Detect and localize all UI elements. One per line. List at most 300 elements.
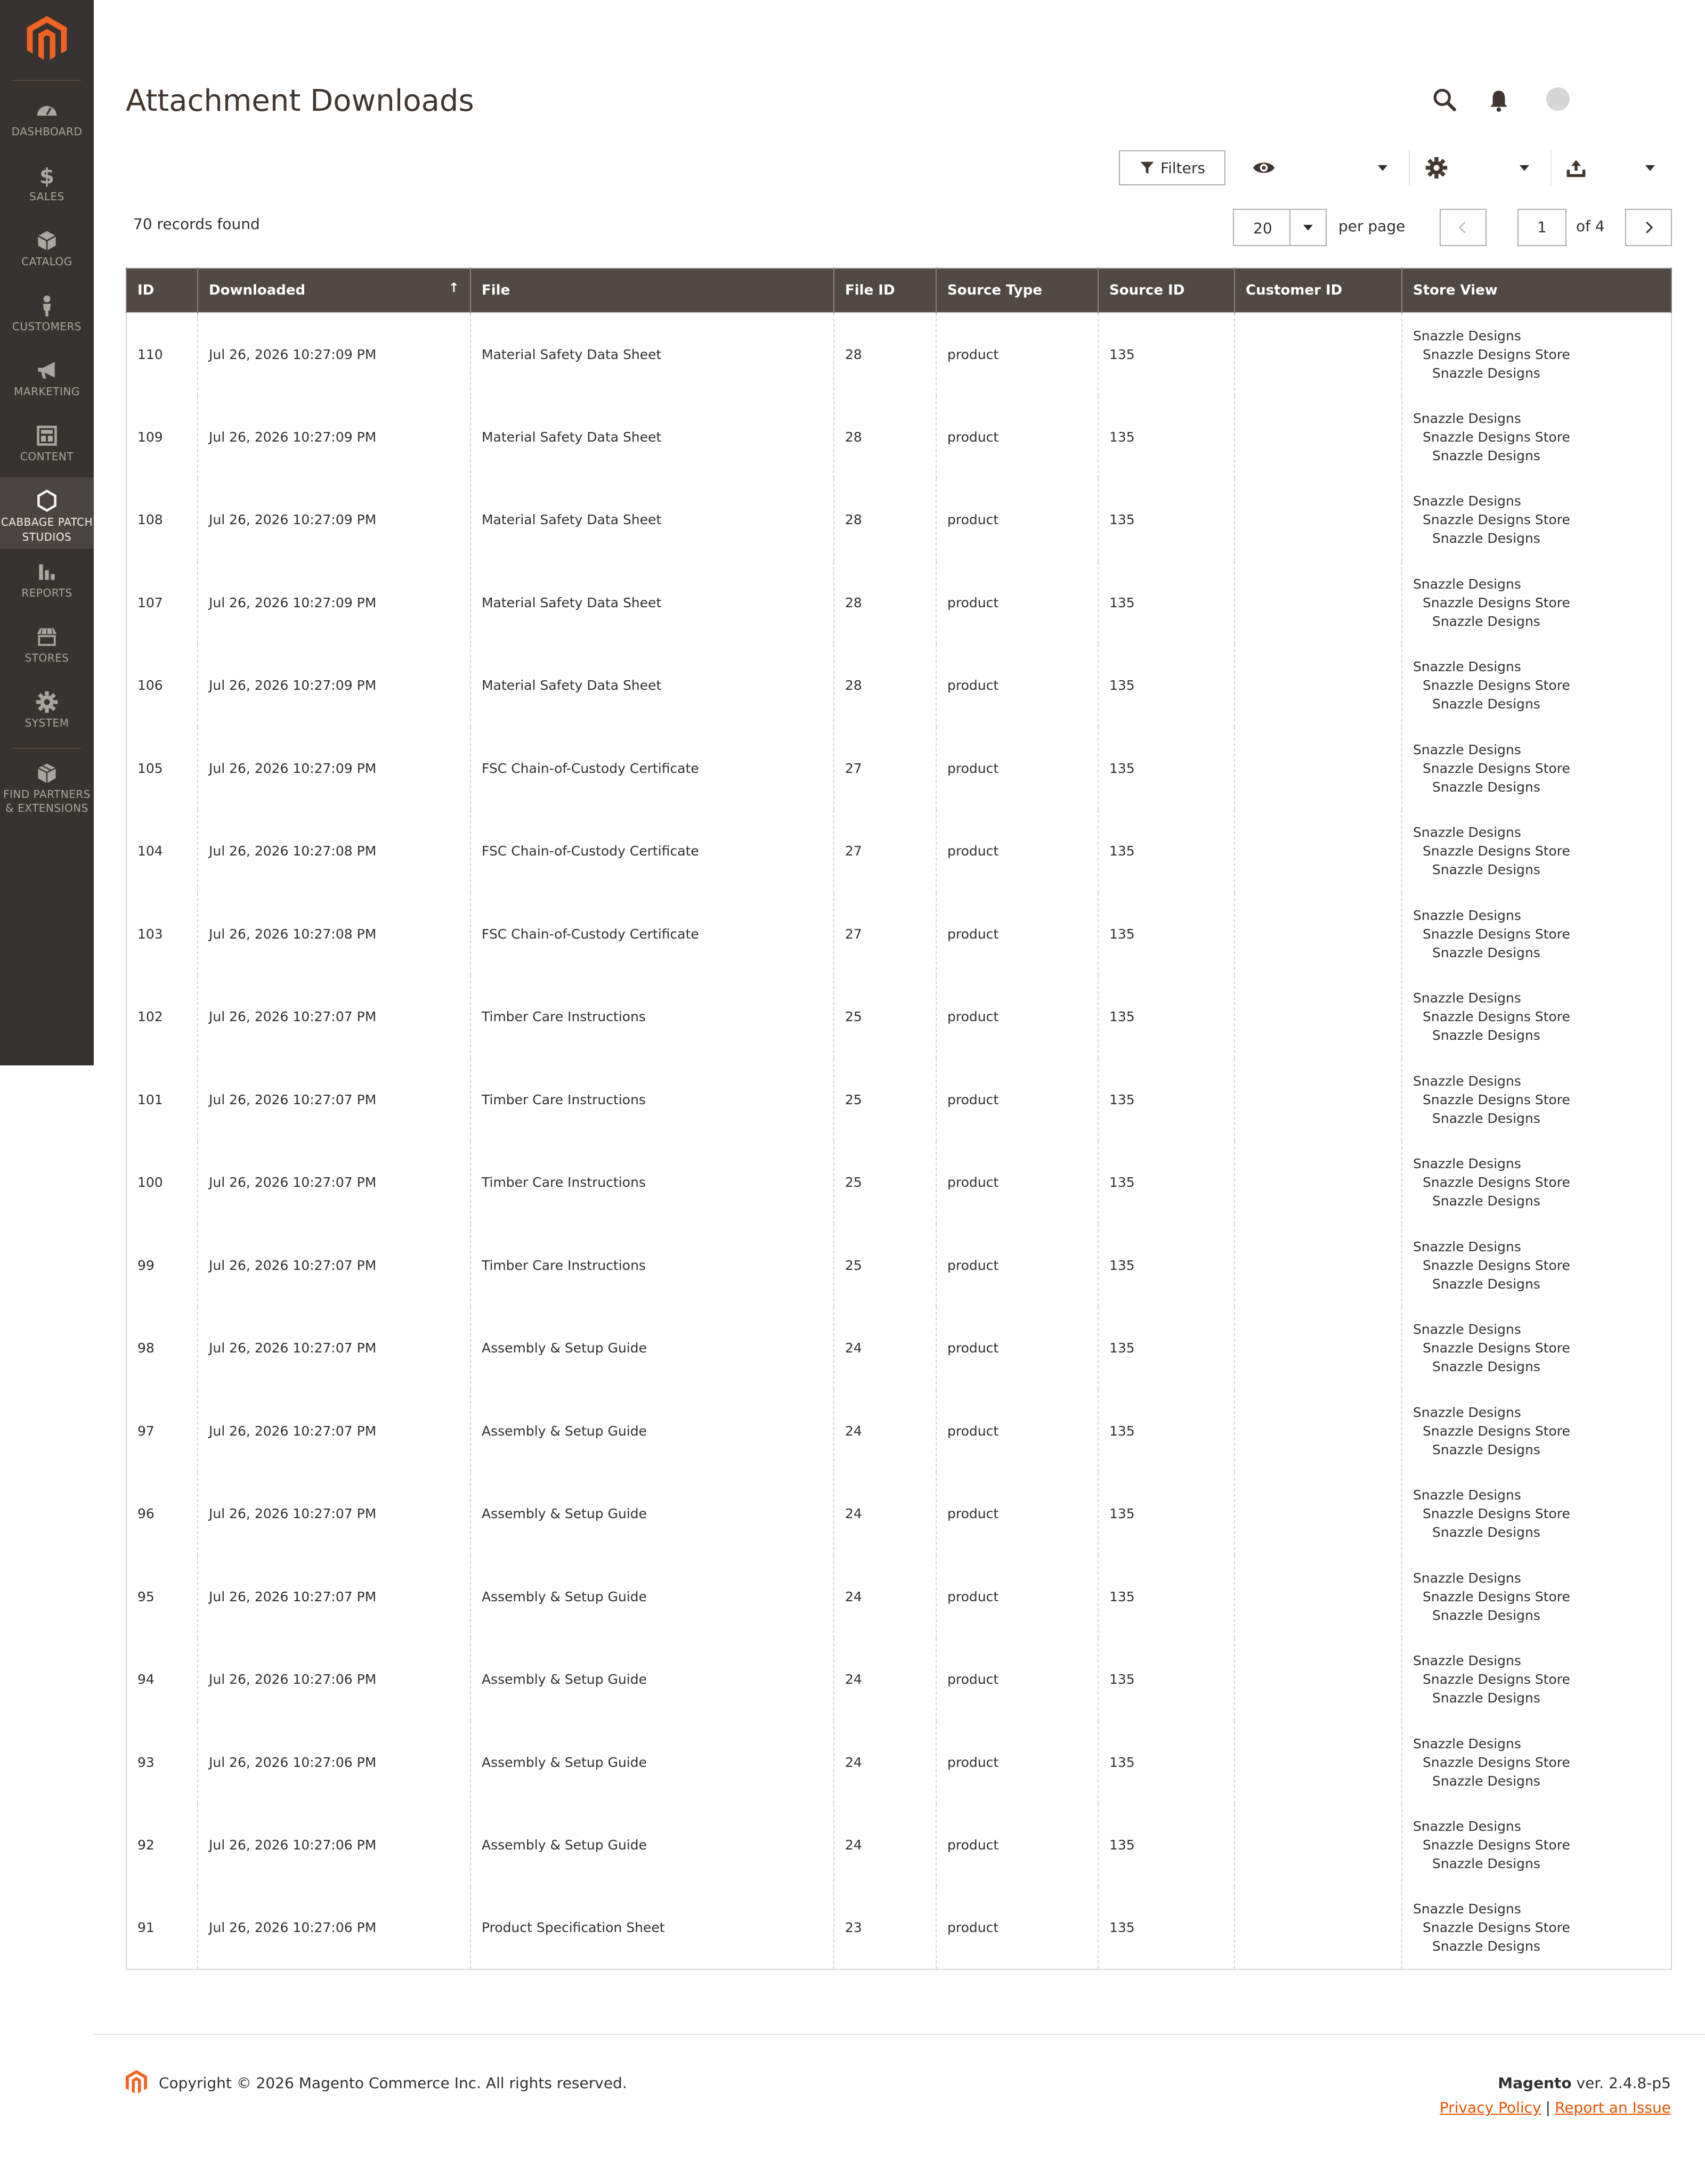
- table-row[interactable]: [126, 396, 1671, 479]
- table-row[interactable]: [126, 561, 1671, 645]
- cell-file: Material Safety Data Sheet: [470, 644, 834, 727]
- cell-file-id: 24: [834, 1472, 936, 1555]
- cell-downloaded: Jul 26, 2026 10:27:09 PM: [198, 478, 470, 561]
- page-title: Attachment Downloads: [126, 84, 474, 118]
- sidebar-item-label: REPORTS: [21, 586, 72, 599]
- store-view-website: Snazzle Designs: [1413, 410, 1521, 426]
- sidebar-item-marketing[interactable]: [0, 347, 94, 412]
- cell-file: Material Safety Data Sheet: [470, 313, 834, 396]
- cell-id: 94: [126, 1638, 198, 1721]
- table-row[interactable]: [126, 893, 1671, 976]
- store-view-website: Snazzle Designs: [1413, 741, 1521, 757]
- store-view-website: Snazzle Designs: [1413, 907, 1521, 923]
- store-view-website: Snazzle Designs: [1413, 1487, 1521, 1503]
- cell-source-id: 135: [1098, 1141, 1235, 1224]
- cell-file: Material Safety Data Sheet: [470, 396, 834, 479]
- previous-page-button[interactable]: [1440, 209, 1487, 246]
- store-view-website: Snazzle Designs: [1413, 1653, 1521, 1669]
- chevron-right-icon: [1641, 219, 1657, 235]
- cell-source-type: product: [936, 1721, 1098, 1804]
- cell-store-view: [1402, 1224, 1671, 1307]
- cell-file: Assembly & Setup Guide: [470, 1638, 834, 1721]
- store-view-name: Snazzle Designs: [1432, 613, 1540, 629]
- store-view-website: Snazzle Designs: [1413, 493, 1521, 509]
- version-text: [1498, 2074, 1671, 2092]
- bar-chart-icon: [35, 560, 59, 584]
- store-view-website: Snazzle Designs: [1413, 1901, 1521, 1917]
- store-view-name: Snazzle Designs: [1432, 944, 1540, 960]
- per-page-select[interactable]: [1233, 209, 1327, 246]
- cell-source-type: product: [936, 1141, 1098, 1224]
- cell-source-id: 135: [1098, 313, 1235, 396]
- chevron-left-icon: [1455, 219, 1471, 235]
- cell-customer-id: [1235, 396, 1402, 479]
- cell-file: Assembly & Setup Guide: [470, 1721, 834, 1804]
- table-row[interactable]: [126, 1555, 1671, 1639]
- cell-store-view: [1402, 810, 1671, 893]
- cell-file-id: 28: [834, 644, 936, 727]
- cell-id: 107: [126, 561, 198, 645]
- store-view-website: Snazzle Designs: [1413, 1735, 1521, 1751]
- per-page-label: per page: [1338, 217, 1406, 235]
- privacy-policy-link[interactable]: Privacy Policy: [1439, 2099, 1541, 2116]
- grid-header-row: [126, 268, 1671, 313]
- cell-id: 101: [126, 1058, 198, 1142]
- store-view-store: Snazzle Designs Store: [1423, 346, 1570, 362]
- store-view-website: Snazzle Designs: [1413, 1156, 1521, 1172]
- cell-source-id: 135: [1098, 975, 1235, 1058]
- cell-downloaded: Jul 26, 2026 10:27:07 PM: [198, 975, 470, 1058]
- actions-dropdown[interactable]: [1425, 150, 1531, 185]
- cell-id: 105: [126, 727, 198, 810]
- cell-file: Timber Care Instructions: [470, 1058, 834, 1142]
- cell-downloaded: Jul 26, 2026 10:27:07 PM: [198, 1141, 470, 1224]
- cell-source-id: 135: [1098, 810, 1235, 893]
- cell-file-id: 24: [834, 1390, 936, 1473]
- column-header-label: Source ID: [1109, 282, 1185, 298]
- table-row[interactable]: [126, 1638, 1671, 1721]
- notifications-bell-icon[interactable]: [1485, 87, 1512, 114]
- store-view-name: Snazzle Designs: [1432, 1028, 1540, 1044]
- cell-file-id: 25: [834, 1058, 936, 1142]
- search-icon[interactable]: [1431, 86, 1458, 113]
- cell-id: 102: [126, 975, 198, 1058]
- cell-customer-id: [1235, 478, 1402, 561]
- cell-store-view: [1402, 1887, 1671, 1970]
- cell-store-view: [1402, 1804, 1671, 1887]
- cell-file-id: 24: [834, 1638, 936, 1721]
- cell-source-id: 135: [1098, 1058, 1235, 1142]
- cell-source-id: 135: [1098, 1638, 1235, 1721]
- cell-source-type: product: [936, 561, 1098, 645]
- cell-source-type: product: [936, 1804, 1098, 1887]
- downloads-grid: [126, 267, 1672, 1970]
- per-page-dropdown-button[interactable]: [1289, 210, 1326, 245]
- store-view-store: Snazzle Designs Store: [1423, 678, 1570, 694]
- table-row[interactable]: [126, 313, 1671, 396]
- cell-source-type: product: [936, 1390, 1098, 1473]
- sidebar-item-label: SYSTEM: [25, 716, 69, 729]
- sidebar-item-label: DASHBOARD: [11, 125, 83, 138]
- sidebar-item-system[interactable]: [0, 679, 94, 744]
- cell-file: Assembly & Setup Guide: [470, 1472, 834, 1555]
- cell-id: 100: [126, 1141, 198, 1224]
- cell-source-type: product: [936, 644, 1098, 727]
- cell-store-view: [1402, 561, 1671, 645]
- cell-id: 91: [126, 1887, 198, 1970]
- cell-file: Product Specification Sheet: [470, 1887, 834, 1970]
- cell-downloaded: Jul 26, 2026 10:27:07 PM: [198, 1472, 470, 1555]
- store-view-store: Snazzle Designs Store: [1423, 1423, 1570, 1439]
- export-dropdown[interactable]: [1564, 150, 1666, 185]
- cell-customer-id: [1235, 561, 1402, 645]
- store-view-name: Snazzle Designs: [1432, 1773, 1540, 1789]
- cell-source-id: 135: [1098, 561, 1235, 645]
- magento-logo-icon: [126, 2070, 147, 2095]
- megaphone-icon: [35, 359, 59, 382]
- column-header-label: Source Type: [947, 282, 1042, 298]
- store-view-store: Snazzle Designs Store: [1423, 1009, 1570, 1025]
- cell-customer-id: [1235, 1307, 1402, 1390]
- column-header-store-view[interactable]: [1402, 268, 1671, 313]
- hexagon-icon: [35, 489, 59, 512]
- cell-file-id: 28: [834, 313, 936, 396]
- cell-file: Material Safety Data Sheet: [470, 478, 834, 561]
- extensions-box-icon: [35, 762, 59, 785]
- cell-file-id: 23: [834, 1887, 936, 1970]
- cell-store-view: [1402, 1141, 1671, 1224]
- store-view-name: Snazzle Designs: [1432, 1525, 1540, 1541]
- table-row[interactable]: [126, 1058, 1671, 1142]
- person-icon: [35, 294, 59, 317]
- column-header-label: Downloaded: [209, 282, 306, 298]
- cell-source-id: 135: [1098, 1390, 1235, 1473]
- column-header-label: File: [482, 282, 510, 298]
- store-view-store: Snazzle Designs Store: [1423, 1754, 1570, 1770]
- cell-file: FSC Chain-of-Custody Certificate: [470, 893, 834, 976]
- cell-downloaded: Jul 26, 2026 10:27:07 PM: [198, 1307, 470, 1390]
- cell-customer-id: [1235, 1390, 1402, 1473]
- column-header-label: Store View: [1413, 282, 1498, 298]
- svg-text:$: $: [39, 164, 55, 188]
- cell-file-id: 24: [834, 1555, 936, 1639]
- store-view-website: Snazzle Designs: [1413, 1322, 1521, 1338]
- cell-store-view: [1402, 644, 1671, 727]
- sidebar-item-label: CATALOG: [21, 255, 72, 268]
- column-header-label: ID: [137, 282, 155, 298]
- cell-file-id: 25: [834, 1224, 936, 1307]
- sidebar-item-find-partners-extensions[interactable]: [0, 750, 94, 835]
- cell-file-id: 25: [834, 975, 936, 1058]
- store-view-website: Snazzle Designs: [1413, 1819, 1521, 1835]
- cell-downloaded: Jul 26, 2026 10:27:06 PM: [198, 1804, 470, 1887]
- cell-id: 108: [126, 478, 198, 561]
- cell-source-id: 135: [1098, 396, 1235, 479]
- footer-links: [1440, 2099, 1671, 2116]
- cell-downloaded: Jul 26, 2026 10:27:07 PM: [198, 1058, 470, 1142]
- cell-file-id: 28: [834, 561, 936, 645]
- cell-customer-id: [1235, 1555, 1402, 1639]
- eye-icon: [1252, 156, 1276, 180]
- cell-id: 93: [126, 1721, 198, 1804]
- sidebar-item-label: STORES: [25, 651, 69, 664]
- sidebar-item-cabbage-patch-studios[interactable]: [0, 477, 94, 549]
- cell-customer-id: [1235, 313, 1402, 396]
- cell-id: 96: [126, 1472, 198, 1555]
- cell-source-type: product: [936, 1887, 1098, 1970]
- cell-file-id: 24: [834, 1721, 936, 1804]
- table-row[interactable]: [126, 478, 1671, 561]
- cell-source-type: product: [936, 1224, 1098, 1307]
- store-view-store: Snazzle Designs Store: [1423, 512, 1570, 528]
- store-view-store: Snazzle Designs Store: [1423, 429, 1570, 445]
- cell-source-type: product: [936, 1472, 1098, 1555]
- page-total: of 4: [1576, 217, 1605, 235]
- chevron-down-icon: [1378, 165, 1387, 171]
- cell-source-id: 135: [1098, 727, 1235, 810]
- cell-downloaded: Jul 26, 2026 10:27:09 PM: [198, 727, 470, 810]
- store-view-website: Snazzle Designs: [1413, 576, 1521, 592]
- table-row[interactable]: [126, 1141, 1671, 1224]
- admin-sidebar: [0, 0, 94, 1065]
- column-header-downloaded[interactable]: [198, 268, 470, 313]
- records-found: 70 records found: [133, 215, 260, 233]
- footer-divider: [94, 2034, 1705, 2035]
- report-issue-link[interactable]: Report an Issue: [1555, 2099, 1671, 2116]
- cell-file-id: 27: [834, 893, 936, 976]
- store-view-website: Snazzle Designs: [1413, 328, 1521, 344]
- toolbar-divider: [1409, 150, 1410, 185]
- store-view-store: Snazzle Designs Store: [1423, 1340, 1570, 1356]
- cell-customer-id: [1235, 1224, 1402, 1307]
- store-view-website: Snazzle Designs: [1413, 659, 1521, 675]
- cell-customer-id: [1235, 1141, 1402, 1224]
- store-view-name: Snazzle Designs: [1432, 1856, 1540, 1872]
- cell-customer-id: [1235, 1804, 1402, 1887]
- cell-downloaded: Jul 26, 2026 10:27:06 PM: [198, 1887, 470, 1970]
- store-view-store: Snazzle Designs Store: [1423, 1091, 1570, 1107]
- cell-customer-id: [1235, 644, 1402, 727]
- cell-source-type: product: [936, 727, 1098, 810]
- store-view-website: Snazzle Designs: [1413, 825, 1521, 841]
- column-header-customer-id[interactable]: [1235, 268, 1402, 313]
- sidebar-item-label: CUSTOMERS: [12, 320, 82, 333]
- table-row[interactable]: [126, 1307, 1671, 1390]
- cell-source-id: 135: [1098, 1555, 1235, 1639]
- store-view-store: Snazzle Designs Store: [1423, 1588, 1570, 1604]
- sidebar-divider: [13, 80, 81, 81]
- cell-file: Assembly & Setup Guide: [470, 1804, 834, 1887]
- cell-downloaded: Jul 26, 2026 10:27:07 PM: [198, 1390, 470, 1473]
- cell-source-id: 135: [1098, 893, 1235, 976]
- cell-source-id: 135: [1098, 644, 1235, 727]
- filters-button[interactable]: [1119, 150, 1225, 185]
- per-page-value: 20: [1253, 219, 1272, 237]
- cell-downloaded: Jul 26, 2026 10:27:07 PM: [198, 1224, 470, 1307]
- table-row[interactable]: [126, 1224, 1671, 1307]
- cell-file-id: 24: [834, 1307, 936, 1390]
- store-view-name: Snazzle Designs: [1432, 1110, 1540, 1126]
- link-separator: |: [1545, 2099, 1551, 2116]
- cell-downloaded: Jul 26, 2026 10:27:09 PM: [198, 396, 470, 479]
- cell-customer-id: [1235, 1721, 1402, 1804]
- gear-icon: [35, 690, 59, 714]
- store-view-name: Snazzle Designs: [1432, 365, 1540, 381]
- store-view-name: Snazzle Designs: [1432, 862, 1540, 878]
- cell-file-id: 25: [834, 1141, 936, 1224]
- cell-source-type: product: [936, 1058, 1098, 1142]
- page-number-input[interactable]: 1: [1517, 209, 1566, 246]
- filter-funnel-icon: [1139, 160, 1155, 176]
- sidebar-item-catalog[interactable]: [0, 217, 94, 282]
- store-view-name: Snazzle Designs: [1432, 1607, 1540, 1623]
- cell-id: 109: [126, 396, 198, 479]
- store-view-store: Snazzle Designs Store: [1423, 843, 1570, 859]
- cell-id: 98: [126, 1307, 198, 1390]
- table-row[interactable]: [126, 1472, 1671, 1555]
- sidebar-item-label: SALES: [29, 190, 64, 203]
- chevron-down-icon: [1645, 165, 1655, 171]
- sidebar-item-dashboard[interactable]: [0, 87, 94, 152]
- cell-file-id: 27: [834, 727, 936, 810]
- sidebar-item-sales[interactable]: [0, 152, 94, 217]
- cell-downloaded: Jul 26, 2026 10:27:07 PM: [198, 1555, 470, 1639]
- cell-store-view: [1402, 727, 1671, 810]
- table-row[interactable]: [126, 1887, 1671, 1970]
- cell-source-id: 135: [1098, 1887, 1235, 1970]
- cell-downloaded: Jul 26, 2026 10:27:08 PM: [198, 810, 470, 893]
- toolbar-divider: [1550, 150, 1552, 185]
- table-row[interactable]: [126, 644, 1671, 727]
- cell-file: Material Safety Data Sheet: [470, 561, 834, 645]
- cell-file-id: 24: [834, 1804, 936, 1887]
- cell-source-type: product: [936, 1555, 1098, 1639]
- store-view-website: Snazzle Designs: [1413, 1073, 1521, 1089]
- column-header-id[interactable]: [126, 268, 198, 313]
- column-header-label: Customer ID: [1246, 282, 1343, 298]
- box-icon: [35, 229, 59, 252]
- store-view-website: Snazzle Designs: [1413, 1570, 1521, 1586]
- table-row[interactable]: [126, 1390, 1671, 1473]
- sidebar-item-label: CABBAGE PATCH STUDIOS: [1, 516, 93, 543]
- cell-store-view: [1402, 478, 1671, 561]
- store-view-store: Snazzle Designs Store: [1423, 1175, 1570, 1191]
- cell-source-type: product: [936, 975, 1098, 1058]
- store-view-name: Snazzle Designs: [1432, 447, 1540, 463]
- store-view-name: Snazzle Designs: [1432, 1193, 1540, 1209]
- cell-store-view: [1402, 1390, 1671, 1473]
- column-header-source-type[interactable]: [936, 268, 1098, 313]
- cell-customer-id: [1235, 810, 1402, 893]
- store-view-name: Snazzle Designs: [1432, 1690, 1540, 1706]
- cell-file: Timber Care Instructions: [470, 1224, 834, 1307]
- gear-icon: [1425, 156, 1448, 180]
- export-icon: [1564, 156, 1588, 180]
- cell-store-view: [1402, 1638, 1671, 1721]
- cell-file: Timber Care Instructions: [470, 975, 834, 1058]
- cell-source-id: 135: [1098, 1224, 1235, 1307]
- cell-source-id: 135: [1098, 478, 1235, 561]
- table-row[interactable]: [126, 810, 1671, 893]
- next-page-button[interactable]: [1625, 209, 1672, 246]
- cell-store-view: [1402, 893, 1671, 976]
- cell-customer-id: [1235, 727, 1402, 810]
- store-view-name: Snazzle Designs: [1432, 1359, 1540, 1375]
- store-view-name: Snazzle Designs: [1432, 1441, 1540, 1457]
- layout-icon: [35, 424, 59, 447]
- store-view-store: Snazzle Designs Store: [1423, 1837, 1570, 1853]
- cell-store-view: [1402, 1058, 1671, 1142]
- cell-id: 103: [126, 893, 198, 976]
- sidebar-item-label: CONTENT: [20, 450, 74, 463]
- cell-source-type: product: [936, 1638, 1098, 1721]
- cell-id: 92: [126, 1804, 198, 1887]
- cell-downloaded: Jul 26, 2026 10:27:06 PM: [198, 1638, 470, 1721]
- cell-source-id: 135: [1098, 1804, 1235, 1887]
- cell-downloaded: Jul 26, 2026 10:27:06 PM: [198, 1721, 470, 1804]
- store-view-store: Snazzle Designs Store: [1423, 1506, 1570, 1522]
- version-number: ver. 2.4.8-p5: [1571, 2074, 1671, 2092]
- table-row[interactable]: [126, 1721, 1671, 1804]
- store-view-name: Snazzle Designs: [1432, 1938, 1540, 1954]
- cell-file-id: 28: [834, 478, 936, 561]
- cell-customer-id: [1235, 975, 1402, 1058]
- cell-store-view: [1402, 1307, 1671, 1390]
- cell-downloaded: Jul 26, 2026 10:27:08 PM: [198, 893, 470, 976]
- cell-file: Assembly & Setup Guide: [470, 1555, 834, 1639]
- cell-id: 99: [126, 1224, 198, 1307]
- chevron-down-icon: [1520, 165, 1529, 171]
- store-view-name: Snazzle Designs: [1432, 696, 1540, 712]
- table-row[interactable]: [126, 727, 1671, 810]
- column-header-source-id[interactable]: [1098, 268, 1235, 313]
- cell-id: 106: [126, 644, 198, 727]
- table-row[interactable]: [126, 975, 1671, 1058]
- table-row[interactable]: [126, 1804, 1671, 1887]
- cell-id: 97: [126, 1390, 198, 1473]
- sidebar-divider: [13, 748, 81, 749]
- sidebar-item-stores[interactable]: [0, 614, 94, 679]
- cell-file: FSC Chain-of-Custody Certificate: [470, 810, 834, 893]
- cell-file: Timber Care Instructions: [470, 1141, 834, 1224]
- store-view-store: Snazzle Designs Store: [1423, 926, 1570, 942]
- cell-source-type: product: [936, 810, 1098, 893]
- sort-ascending-icon: ↑: [448, 280, 459, 295]
- brand-name: Magento: [1498, 2074, 1572, 2092]
- column-header-file-id[interactable]: [834, 268, 936, 313]
- store-view-store: Snazzle Designs Store: [1423, 594, 1570, 610]
- cell-source-type: product: [936, 478, 1098, 561]
- columns-dropdown[interactable]: [1252, 150, 1391, 185]
- sidebar-item-content[interactable]: [0, 412, 94, 477]
- cell-downloaded: Jul 26, 2026 10:27:09 PM: [198, 313, 470, 396]
- cell-source-type: product: [936, 396, 1098, 479]
- cell-store-view: [1402, 1555, 1671, 1639]
- sidebar-item-reports[interactable]: [0, 549, 94, 614]
- store-view-store: Snazzle Designs Store: [1423, 760, 1570, 776]
- cell-customer-id: [1235, 1058, 1402, 1142]
- cell-source-id: 135: [1098, 1307, 1235, 1390]
- cell-file-id: 27: [834, 810, 936, 893]
- cell-id: 110: [126, 313, 198, 396]
- column-header-file[interactable]: [470, 268, 834, 313]
- magento-logo[interactable]: [27, 16, 67, 62]
- cell-source-id: 135: [1098, 1472, 1235, 1555]
- user-avatar[interactable]: [1546, 87, 1570, 111]
- sidebar-item-customers[interactable]: [0, 282, 94, 347]
- cell-store-view: [1402, 975, 1671, 1058]
- cell-store-view: [1402, 313, 1671, 396]
